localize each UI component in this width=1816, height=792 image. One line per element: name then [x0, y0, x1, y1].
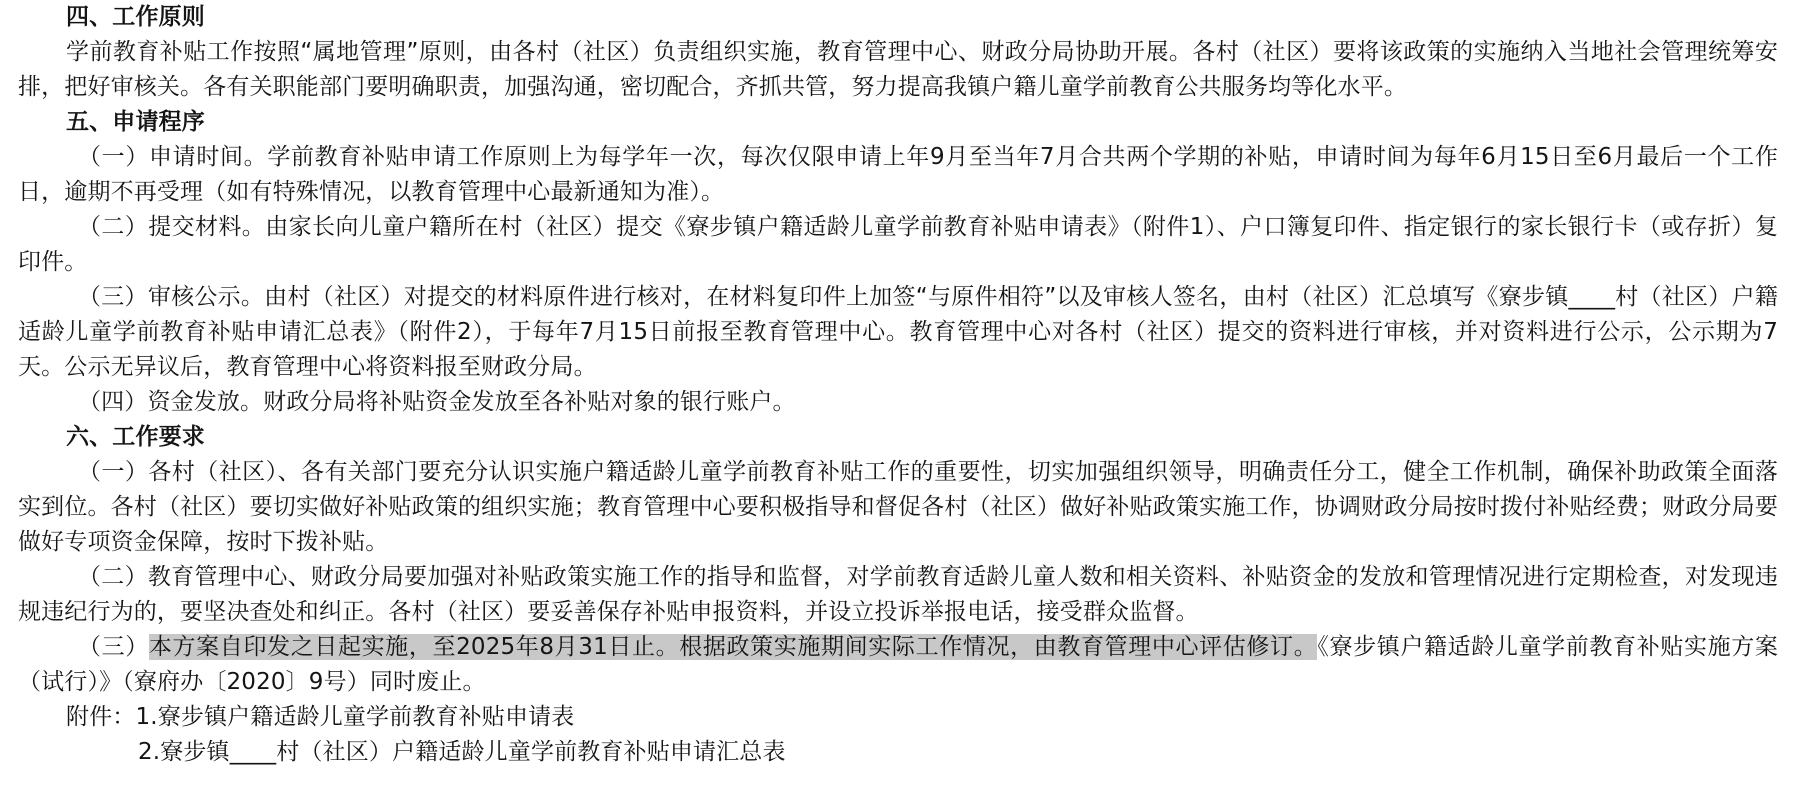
attachment-row-2 [18, 735, 1778, 770]
procedure-item-1: （一）申请时间。学前教育补贴申请工作原则上为每学年一次，每次仅限申请上年9月至当年7月合共两个学期的补贴，申请时间为每年6月15日至6月最后一个工作日，逾期不再受理（如有特殊情况，以教育管理中心最新通知为准）。 [18, 144, 1778, 205]
attachments-label: 附件： [66, 704, 136, 730]
section-heading-principles: 四、工作原则 [66, 4, 205, 30]
requirements-item-3-rest: 《寮步镇户籍适龄儿童学前教育补贴实施方案（试行）》（寮府办〔2020〕9号）同时废止。 [18, 634, 1779, 695]
section-heading-requirements: 六、工作要求 [66, 424, 205, 450]
procedure-item-4: （四）资金发放。财政分局将补贴资金发放至各补贴对象的银行账户。 [78, 389, 796, 415]
requirements-item-3-prefix: （三） [78, 634, 149, 660]
section-heading-procedure: 五、申请程序 [66, 109, 205, 135]
requirements-item-3 [18, 630, 1778, 700]
attachment-item-1: 1.寮步镇户籍适龄儿童学前教育补贴申请表 [135, 704, 575, 730]
attachment-row-1 [18, 700, 1778, 735]
requirements-item-2: （二）教育管理中心、财政分局要加强对补贴政策实施工作的指导和监督，对学前教育适龄儿童人数和相关资料、补贴资金的发放和管理情况进行定期检查，对发现违规违纪行为的，要坚决查处和纠正。各村（社区）要妥善保存补贴申报资料，并设立投诉举报电话，接受群众监督。 [18, 564, 1778, 625]
procedure-item-3: （三）审核公示。由村（社区）对提交的材料原件进行核对，在材料复印件上加签“与原件相符”以及审核人签名，由村（社区）汇总填写《寮步镇____村（社区）户籍适龄儿童学前教育补贴申请汇总表》（附件2），于每年7月15日前报至教育管理中心。教育管理中心对各村（社区）提交的资料进行审核，并对资料进行公示，公示期为7天。公示无异议后，教育管理中心将资料报至财政分局。 [18, 284, 1778, 380]
selected-text-highlight[interactable]: 本方案自印发之日起实施，至2025年8月31日止。根据政策实施期间实际工作情况，由教育管理中心评估修订。 [148, 634, 1318, 660]
requirements-item-1: （一）各村（社区）、各有关部门要充分认识实施户籍适龄儿童学前教育补贴工作的重要性，切实加强组织领导，明确责任分工，健全工作机制，确保补助政策全面落实到位。各村（社区）要切实做好补贴政策的组织实施；教育管理中心要积极指导和督促各村（社区）做好补贴政策实施工作，协调财政分局按时拨付补贴经费；财政分局要做好专项资金保障，按时下拨补贴。 [18, 459, 1778, 555]
procedure-item-2: （二）提交材料。由家长向儿童户籍所在村（社区）提交《寮步镇户籍适龄儿童学前教育补贴申请表》（附件1）、户口簿复印件、指定银行的家长银行卡（或存折）复印件。 [18, 214, 1778, 275]
principles-paragraph: 学前教育补贴工作按照“属地管理”原则，由各村（社区）负责组织实施，教育管理中心、财政分局协助开展。各村（社区）要将该政策的实施纳入当地社会管理统筹安排，把好审核关。各有关职能部门要明确职责，加强沟通，密切配合，齐抓共管，努力提高我镇户籍儿童学前教育公共服务均等化水平。 [18, 39, 1778, 100]
attachment-item-2: 2.寮步镇____村（社区）户籍适龄儿童学前教育补贴申请汇总表 [138, 739, 786, 765]
document-body [18, 0, 1778, 770]
